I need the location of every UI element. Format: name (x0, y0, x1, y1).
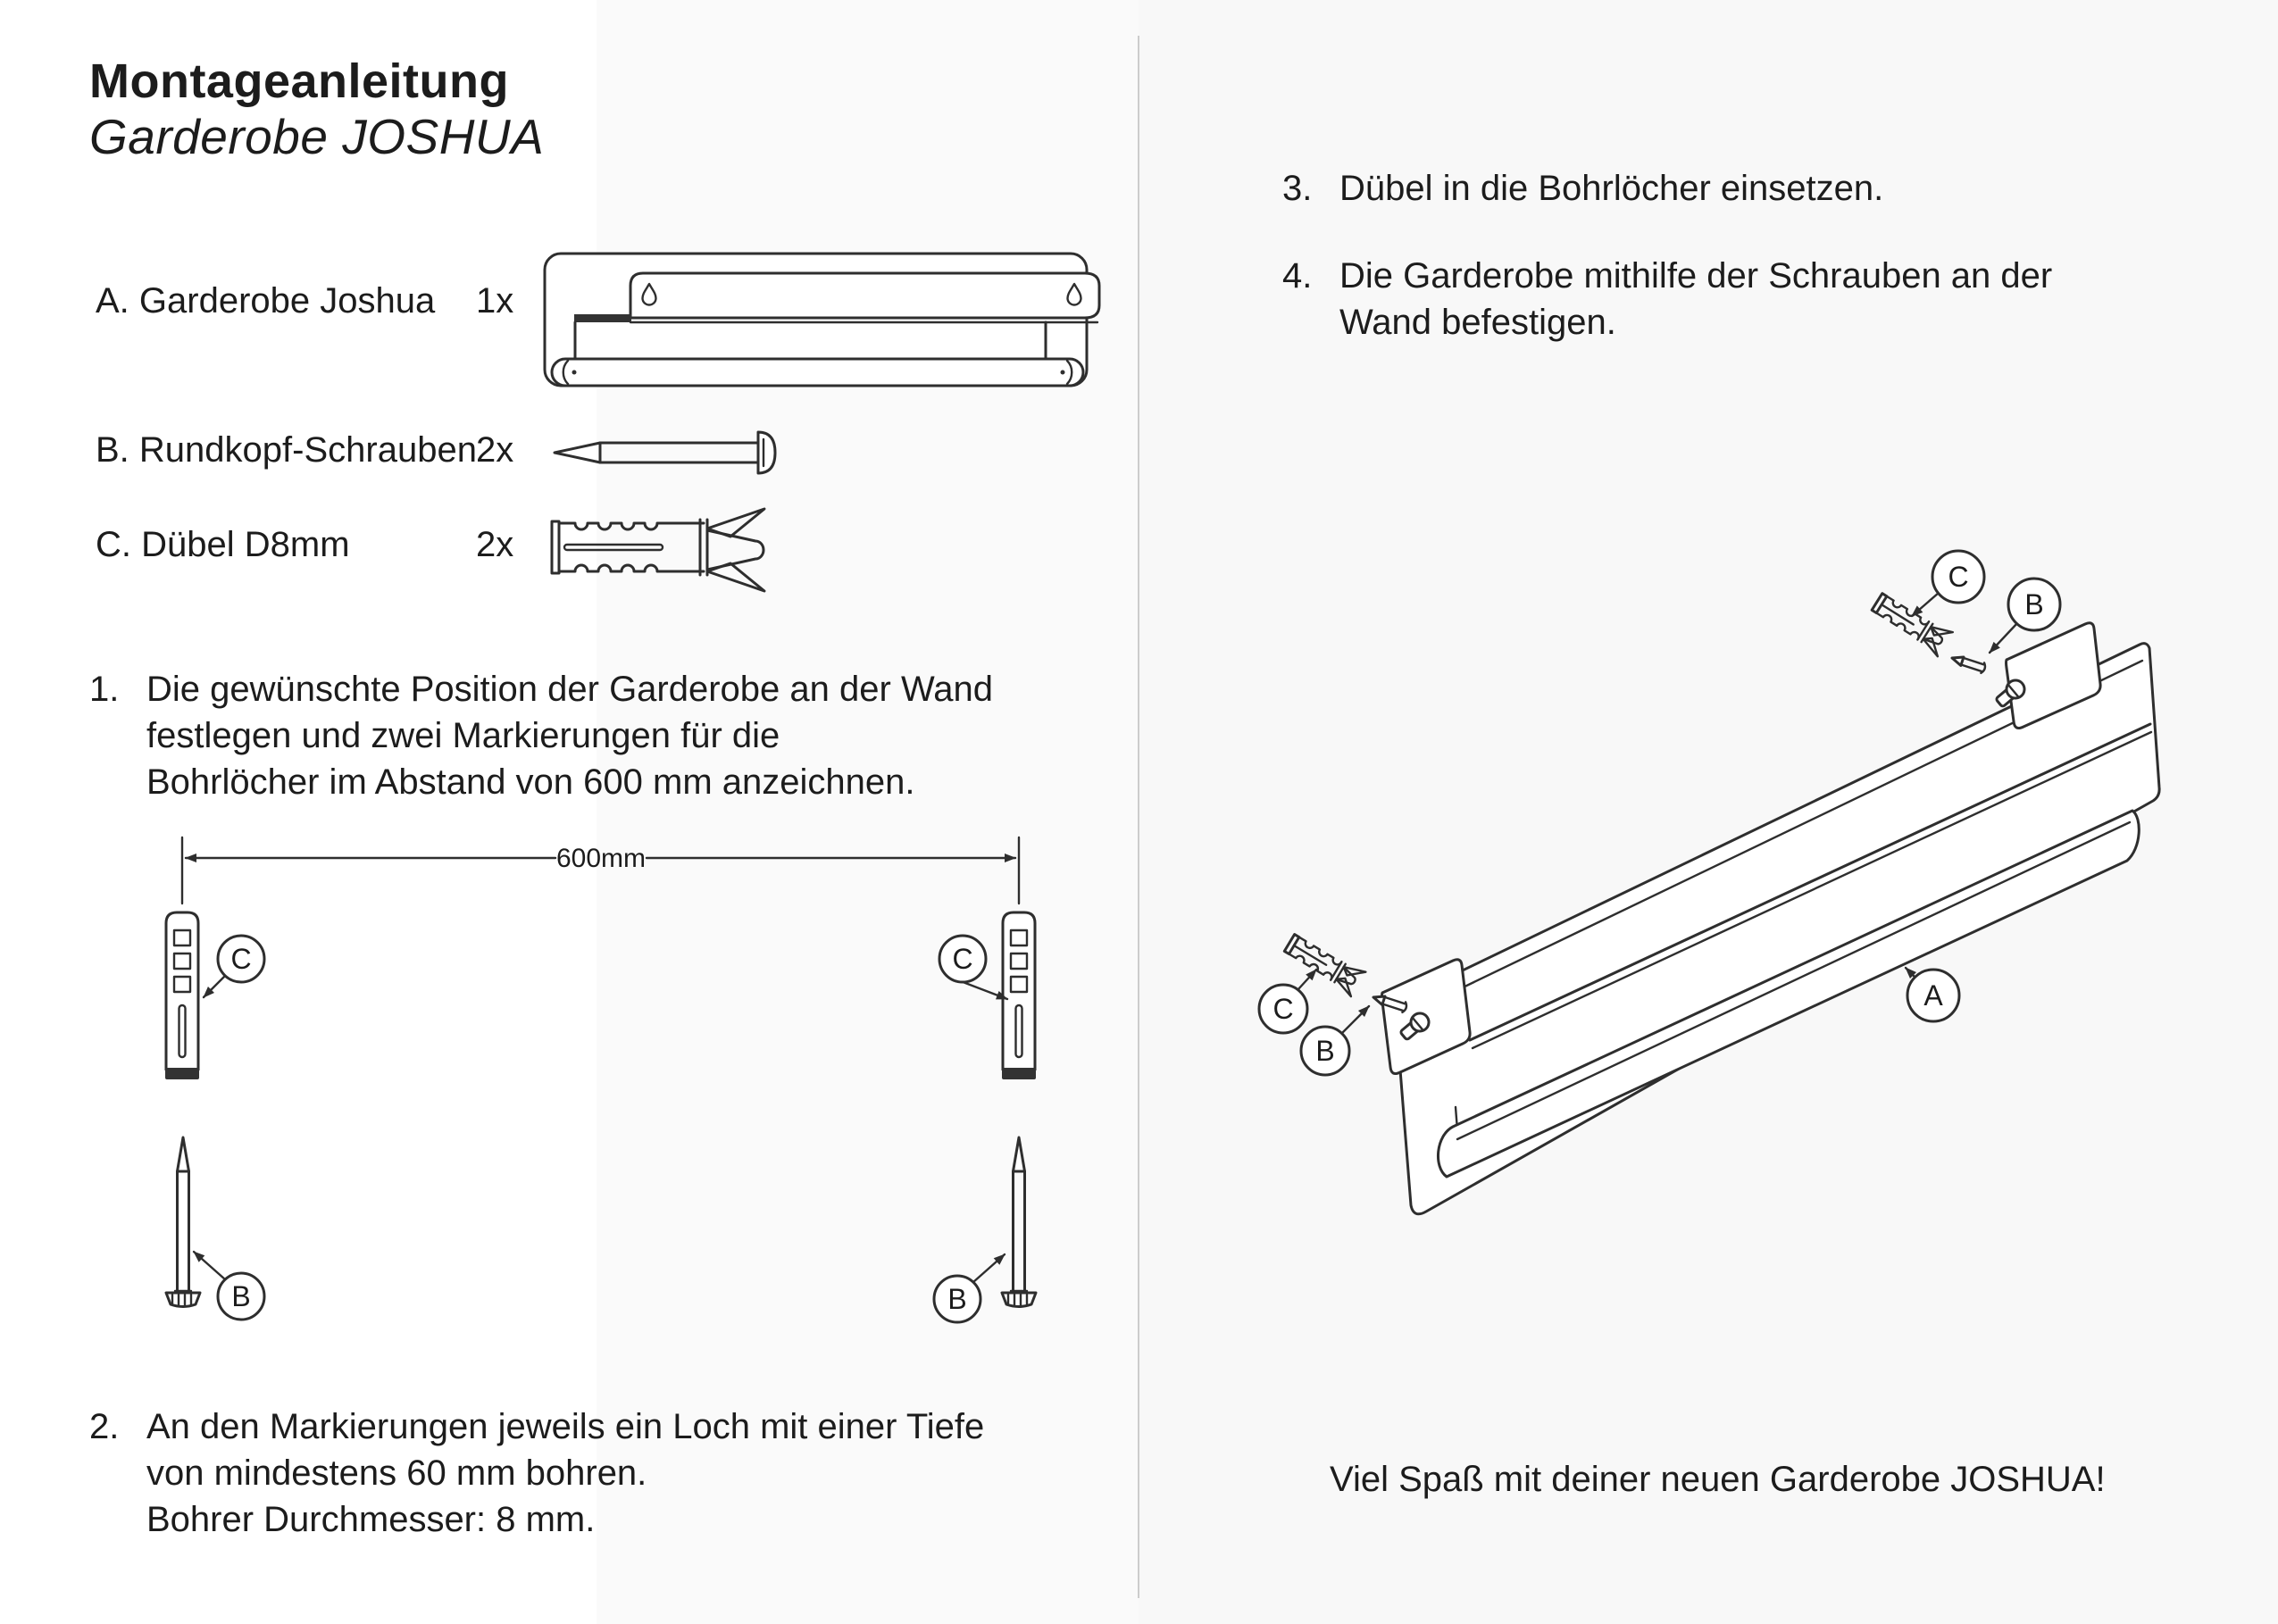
step-4 (1282, 258, 2052, 351)
step-text-line: festlegen und zwei Markierungen für die (146, 716, 780, 755)
step-number: 2. (89, 1407, 120, 1446)
part-b-screw-drawing (536, 427, 804, 480)
svg-text:C: C (230, 943, 252, 975)
screw-right-glyph (1002, 1137, 1036, 1307)
screw-left-glyph (166, 1137, 200, 1307)
wall-plug-left-glyph (165, 912, 199, 1079)
step-number: 3. (1282, 169, 1313, 208)
callout-b-left (194, 1252, 264, 1320)
callout-a (1906, 968, 1959, 1021)
wall-plug-right-glyph (1002, 912, 1036, 1079)
step-text-line: Dübel in die Bohrlöcher einsetzen. (1339, 169, 1884, 208)
placement-diagram (134, 830, 1072, 1339)
step-1 (89, 671, 993, 811)
callout-b-right (934, 1254, 1005, 1322)
part-row-label: B. Rundkopf-Schrauben (96, 430, 477, 470)
callout-c-left (204, 936, 264, 997)
step-text-line: Bohrlöcher im Abstand von 600 mm anzeichnen. (146, 762, 915, 802)
step-3 (1282, 171, 1883, 217)
step-text-line: Die gewünschte Position der Garderobe an der Wand (146, 670, 993, 709)
iso-assembly-diagram (1255, 536, 2215, 1259)
step-text-line: von mindestens 60 mm bohren. (146, 1453, 647, 1493)
svg-text:B: B (2024, 588, 2044, 620)
part-row-label: A. Garderobe Joshua (96, 281, 436, 321)
svg-text:C: C (1273, 993, 1294, 1025)
callout-b-left (1301, 1006, 1369, 1075)
svg-text:B: B (947, 1283, 967, 1315)
doc-subtitle: Garderobe JOSHUA (89, 109, 545, 164)
svg-text:C: C (952, 943, 973, 975)
svg-text:B: B (231, 1280, 251, 1312)
dimension-value: 600mm (555, 844, 647, 873)
svg-text:A: A (1923, 979, 1943, 1012)
closing-note: Viel Spaß mit deiner neuen Garderobe JOSHUA! (1330, 1460, 2106, 1499)
svg-text:B: B (1315, 1035, 1335, 1067)
callout-c-left (1259, 970, 1316, 1033)
step-text-line: Die Garderobe mithilfe der Schrauben an der (1339, 256, 2053, 296)
column-divider (1138, 36, 1139, 1598)
hanging-rod (552, 359, 1083, 386)
coatrack-front-view (545, 254, 1099, 386)
step-text-line: Bohrer Durchmesser: 8 mm. (146, 1500, 596, 1539)
loose-plug-top (1870, 589, 1953, 656)
page-shade-band-left (597, 0, 1139, 1624)
step-2 (89, 1409, 984, 1548)
callout-c-top (1912, 551, 1984, 616)
part-row-qty: 1x (476, 281, 514, 321)
dimension-line (182, 837, 1019, 904)
step-text-line: Wand befestigen. (1339, 303, 1616, 342)
svg-text:C: C (1948, 561, 1969, 593)
screw-side-view (555, 432, 775, 473)
step-text-line: An den Markierungen jeweils ein Loch mit einer Tiefe (146, 1407, 985, 1446)
part-row-qty: 2x (476, 430, 514, 470)
step-number: 1. (89, 670, 120, 709)
step-number: 4. (1282, 256, 1313, 296)
part-row-qty: 2x (476, 525, 514, 564)
part-c-dowel-drawing (536, 498, 795, 596)
part-a-drawing (527, 246, 1116, 406)
loose-screw-top (1950, 653, 1986, 673)
wall-plug-side-view (552, 509, 764, 591)
callout-c-right (939, 936, 1007, 999)
doc-title: Montageanleitung (89, 54, 509, 108)
part-row-label: C. Dübel D8mm (96, 525, 350, 564)
